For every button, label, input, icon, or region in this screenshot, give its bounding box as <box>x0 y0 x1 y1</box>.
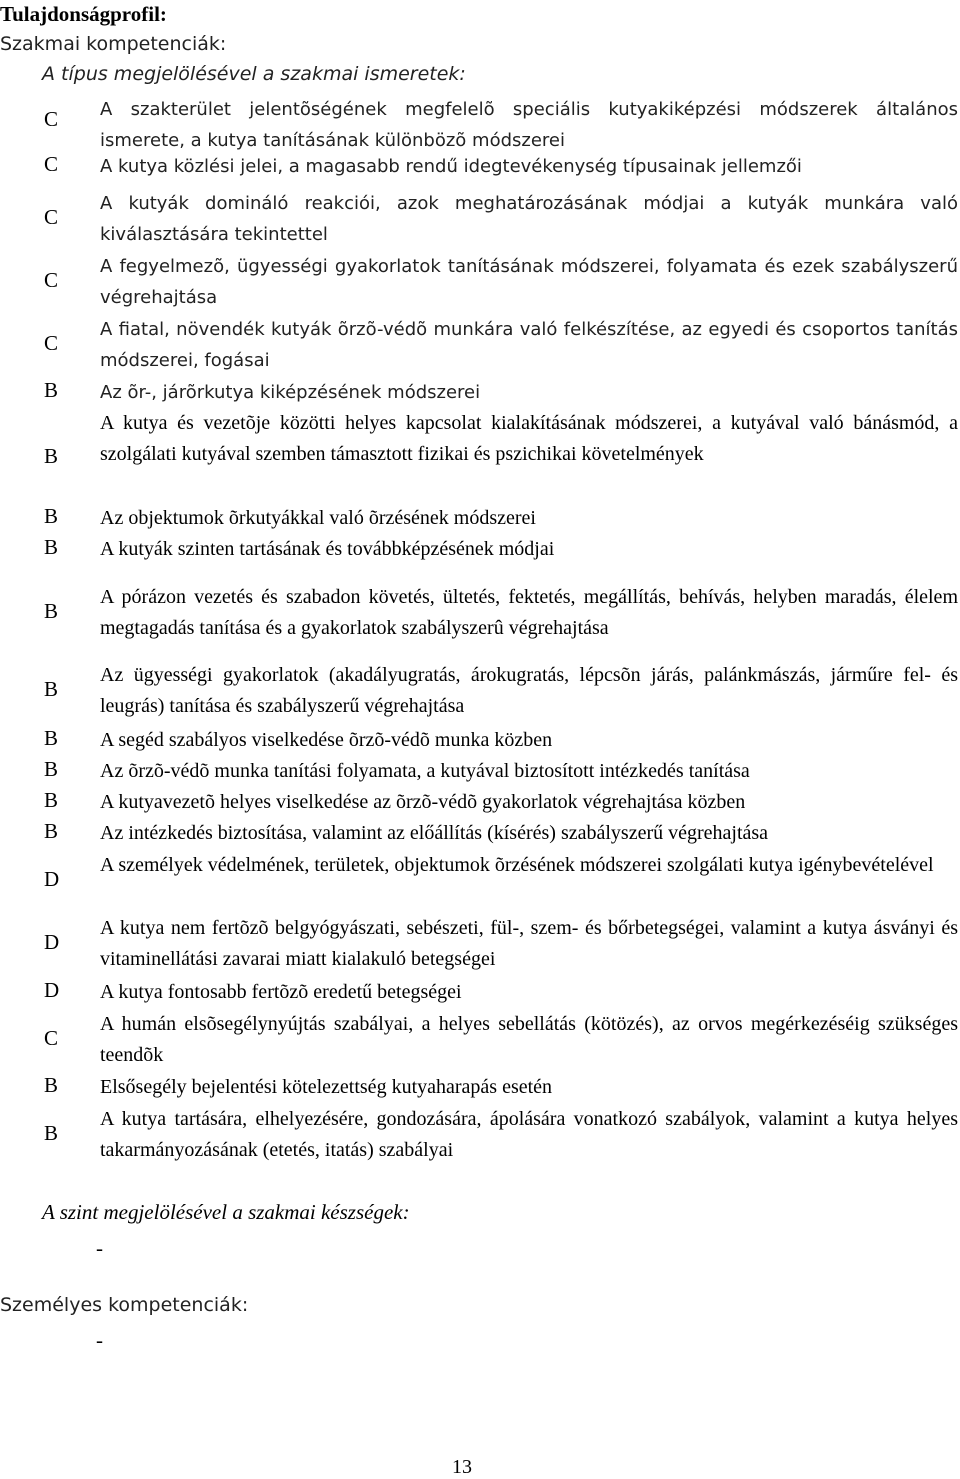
level-label: B <box>44 1073 59 1097</box>
item-text: A kutya közlési jelei, a magasabb rendű idegtevékenység típusainak jellemzői <box>100 156 802 177</box>
skills-heading: A szint megjelölésével a szakmai készségek: <box>42 1200 410 1224</box>
knowledge-heading: A típus megjelölésével a szakmai ismeretek: <box>42 63 466 85</box>
item-text: A szakterület jelentõségének megfelelõ speciális kutyakiképzési módszerek általános ismerete, a kutya tanításának különbözõ módszerei <box>100 99 958 151</box>
item-text: Az õr-, járõrkutya kiképzésének módszerei <box>100 382 481 403</box>
level-label: B <box>44 788 59 812</box>
item-text: Az ügyességi gyakorlatok (akadályugratás, árokugratás, lépcsõn járás, palánkmászás, járműre fel- és leugrás) tanítása és szabályszerű végrehajtása <box>100 664 958 717</box>
level-label: B <box>44 444 59 468</box>
level-label: C <box>44 1026 59 1050</box>
item-text: A kutyavezetõ helyes viselkedése az õrzõ-védõ gyakorlatok végrehajtása közben <box>100 791 746 813</box>
item-text: Az õrzõ-védõ munka tanítási folyamata, a kutyával biztosított intézkedés tanítása <box>100 760 750 782</box>
item-text: A segéd szabályos viselkedése õrzõ-védõ munka közben <box>100 729 553 751</box>
level-label: D <box>44 867 60 891</box>
item-text: A kutya és vezetõje közötti helyes kapcsolat kialakításának módszerei, a kutyával való bánásmód, a szolgálati kutyával szemben támasztott fizikai és pszichikai követelmények <box>100 412 958 465</box>
personal-value: - <box>96 1328 103 1352</box>
personal-heading: Személyes kompetenciák: <box>0 1294 249 1316</box>
item-text: Elsősegély bejelentési kötelezettség kutyaharapás esetén <box>100 1076 553 1098</box>
level-label: B <box>44 677 59 701</box>
page-title: Tulajdonságprofil: <box>0 2 167 26</box>
item-text: Az objektumok õrkutyákkal való õrzésének módszerei <box>100 507 536 529</box>
page-number: 13 <box>452 1456 472 1478</box>
level-label: C <box>44 331 59 355</box>
item-text: A kutya fontosabb fertõzõ eredetű betegségei <box>100 981 462 1003</box>
item-text: Az intézkedés biztosítása, valamint az előállítás (kísérés) szabályszerű végrehajtása <box>100 822 769 844</box>
section-subtitle: Szakmai kompetenciák: <box>0 33 227 55</box>
level-label: B <box>44 757 59 781</box>
level-label: B <box>44 1121 59 1145</box>
item-text: A kutyák szinten tartásának és továbbképzésének módjai <box>100 538 555 560</box>
level-label: B <box>44 504 59 528</box>
item-text: A fegyelmezõ, ügyességi gyakorlatok tanításának módszerei, folyamata és ezek szabályszerű végrehajtása <box>100 256 958 308</box>
level-label: C <box>44 205 59 229</box>
level-label: B <box>44 535 59 559</box>
skills-value: - <box>96 1236 103 1260</box>
level-label: C <box>44 152 59 176</box>
item-text: A fiatal, növendék kutyák õrzõ-védõ munkára való felkészítése, az egyedi és csoportos tanítás módszerei, fogásai <box>100 319 958 371</box>
item-text: A kutya tartására, elhelyezésére, gondozására, ápolására vonatkozó szabályok, valamint a kutya helyes takarmányozásának (etetés, itatás) szabályai <box>100 1108 958 1161</box>
item-text: A pórázon vezetés és szabadon követés, ültetés, fektetés, megállítás, behívás, helyben maradás, élelem megtagadás tanítása és a gyakorlatok szabályszerû végrehajtása <box>100 586 958 639</box>
level-label: C <box>44 107 59 131</box>
item-text: A személyek védelmének, területek, objektumok õrzésének módszerei szolgálati kutya igénybevételével <box>100 854 934 876</box>
level-label: D <box>44 978 60 1002</box>
item-text: A humán elsõsegélynyújtás szabályai, a helyes sebellátás (kötözés), az orvos megérkezéséig szükséges teendõk <box>100 1013 958 1066</box>
level-label: B <box>44 726 59 750</box>
level-label: B <box>44 599 59 623</box>
item-text: A kutya nem fertõzõ belgyógyászati, sebészeti, fül-, szem- és bőrbetegségei, valamint a kutya ásványi és vitaminellátási zavarai miatt kialakuló betegségei <box>100 917 958 970</box>
item-text: A kutyák domináló reakciói, azok meghatározásának módjai a kutyák munkára való kiválasztására tekintettel <box>100 193 958 245</box>
level-label: B <box>44 378 59 402</box>
level-label: B <box>44 819 59 843</box>
level-label: C <box>44 268 59 292</box>
level-label: D <box>44 930 60 954</box>
